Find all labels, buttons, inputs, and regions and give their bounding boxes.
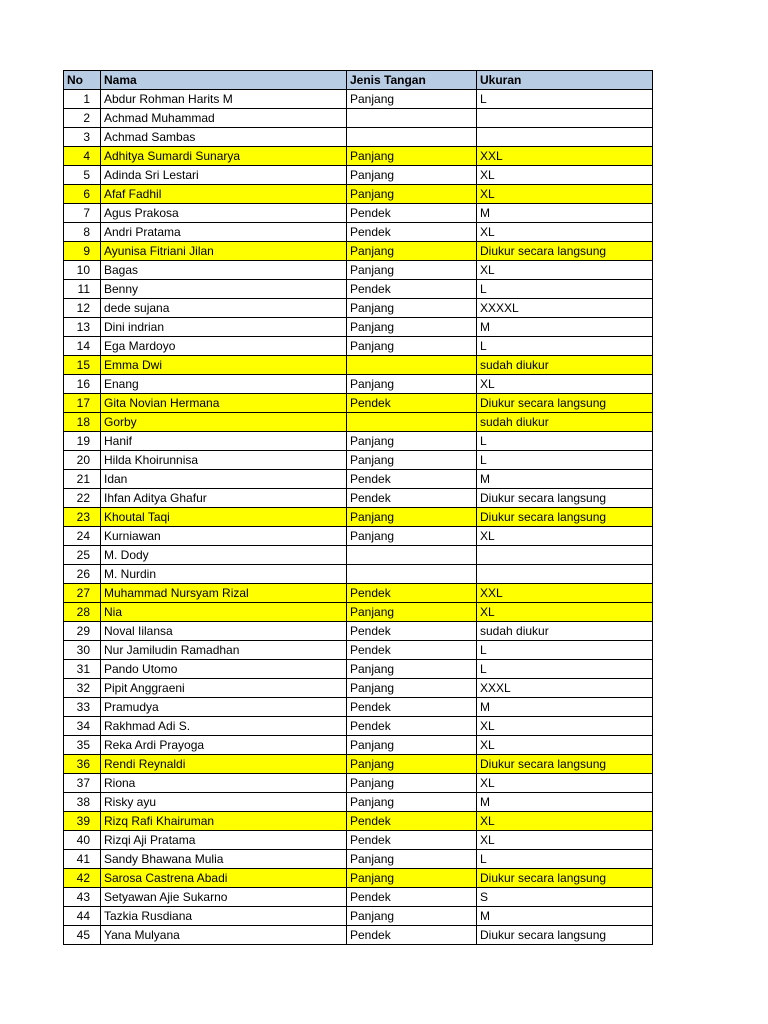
table-row xyxy=(64,242,653,261)
cell-no[interactable]: 29 xyxy=(64,622,101,641)
cell-no[interactable]: 10 xyxy=(64,261,101,280)
cell-nama[interactable]: Bagas xyxy=(101,261,347,280)
cell-no[interactable]: 21 xyxy=(64,470,101,489)
cell-no[interactable]: 24 xyxy=(64,527,101,546)
cell-jenis-tangan[interactable]: Panjang xyxy=(347,907,477,926)
cell-nama[interactable]: Yana Mulyana xyxy=(101,926,347,945)
cell-no[interactable]: 36 xyxy=(64,755,101,774)
table-row xyxy=(64,546,653,565)
cell-no[interactable]: 25 xyxy=(64,546,101,565)
cell-ukuran[interactable]: Diukur secara langsung xyxy=(477,489,653,508)
cell-no[interactable]: 14 xyxy=(64,337,101,356)
table-row xyxy=(64,375,653,394)
cell-nama[interactable]: M. Dody xyxy=(101,546,347,565)
cell-nama[interactable]: Ayunisa Fitriani Jilan xyxy=(101,242,347,261)
table-row xyxy=(64,90,653,109)
table-row xyxy=(64,223,653,242)
table-row xyxy=(64,432,653,451)
cell-no[interactable]: 9 xyxy=(64,242,101,261)
cell-no[interactable]: 22 xyxy=(64,489,101,508)
cell-jenis-tangan[interactable]: Pendek xyxy=(347,470,477,489)
cell-ukuran[interactable]: Diukur secara langsung xyxy=(477,926,653,945)
cell-jenis-tangan[interactable]: Panjang xyxy=(347,337,477,356)
cell-jenis-tangan[interactable]: Panjang xyxy=(347,603,477,622)
cell-nama[interactable]: Reka Ardi Prayoga xyxy=(101,736,347,755)
cell-nama[interactable]: Muhammad Nursyam Rizal xyxy=(101,584,347,603)
cell-nama[interactable]: Emma Dwi xyxy=(101,356,347,375)
cell-jenis-tangan[interactable]: Panjang xyxy=(347,793,477,812)
cell-ukuran[interactable]: M xyxy=(477,470,653,489)
cell-no[interactable]: 26 xyxy=(64,565,101,584)
cell-jenis-tangan[interactable]: Panjang xyxy=(347,850,477,869)
cell-jenis-tangan[interactable] xyxy=(347,128,477,147)
cell-ukuran[interactable]: Diukur secara langsung xyxy=(477,869,653,888)
cell-nama[interactable]: Gita Novian Hermana xyxy=(101,394,347,413)
cell-ukuran[interactable]: L xyxy=(477,280,653,299)
cell-jenis-tangan[interactable]: Panjang xyxy=(347,166,477,185)
cell-nama[interactable]: Pramudya xyxy=(101,698,347,717)
cell-ukuran[interactable]: XXL xyxy=(477,147,653,166)
table-row xyxy=(64,413,653,432)
cell-jenis-tangan[interactable]: Pendek xyxy=(347,622,477,641)
table-row xyxy=(64,698,653,717)
cell-no[interactable]: 6 xyxy=(64,185,101,204)
table-body xyxy=(64,90,653,945)
cell-ukuran[interactable]: XXL xyxy=(477,584,653,603)
table-row xyxy=(64,850,653,869)
cell-nama[interactable]: Nia xyxy=(101,603,347,622)
cell-ukuran[interactable]: Diukur secara langsung xyxy=(477,508,653,527)
cell-nama[interactable]: Achmad Muhammad xyxy=(101,109,347,128)
cell-nama[interactable]: Gorby xyxy=(101,413,347,432)
cell-no[interactable]: 35 xyxy=(64,736,101,755)
cell-jenis-tangan[interactable]: Pendek xyxy=(347,831,477,850)
cell-ukuran[interactable]: sudah diukur xyxy=(477,356,653,375)
table-row xyxy=(64,641,653,660)
cell-no[interactable]: 13 xyxy=(64,318,101,337)
cell-nama[interactable]: Sandy Bhawana Mulia xyxy=(101,850,347,869)
cell-jenis-tangan[interactable]: Panjang xyxy=(347,242,477,261)
table-row xyxy=(64,926,653,945)
cell-jenis-tangan[interactable]: Pendek xyxy=(347,394,477,413)
cell-no[interactable]: 3 xyxy=(64,128,101,147)
cell-ukuran[interactable]: S xyxy=(477,888,653,907)
table-row xyxy=(64,622,653,641)
cell-ukuran[interactable]: XL xyxy=(477,717,653,736)
cell-jenis-tangan[interactable]: Panjang xyxy=(347,755,477,774)
header-jenis-tangan[interactable]: Jenis Tangan xyxy=(347,71,477,90)
cell-ukuran[interactable]: sudah diukur xyxy=(477,413,653,432)
cell-no[interactable]: 23 xyxy=(64,508,101,527)
table-row xyxy=(64,261,653,280)
cell-no[interactable]: 38 xyxy=(64,793,101,812)
table-row xyxy=(64,603,653,622)
cell-no[interactable]: 11 xyxy=(64,280,101,299)
cell-jenis-tangan[interactable]: Panjang xyxy=(347,527,477,546)
cell-no[interactable]: 1 xyxy=(64,90,101,109)
table-row xyxy=(64,831,653,850)
table-row xyxy=(64,337,653,356)
cell-ukuran[interactable]: XL xyxy=(477,185,653,204)
table-row xyxy=(64,185,653,204)
cell-nama[interactable]: Adinda Sri Lestari xyxy=(101,166,347,185)
cell-nama[interactable]: Agus Prakosa xyxy=(101,204,347,223)
cell-nama[interactable]: Tazkia Rusdiana xyxy=(101,907,347,926)
cell-ukuran[interactable]: XL xyxy=(477,166,653,185)
cell-ukuran[interactable]: XL xyxy=(477,774,653,793)
cell-no[interactable]: 30 xyxy=(64,641,101,660)
table-row xyxy=(64,451,653,470)
cell-no[interactable]: 32 xyxy=(64,679,101,698)
size-table xyxy=(63,70,653,945)
cell-nama[interactable]: Enang xyxy=(101,375,347,394)
cell-no[interactable]: 12 xyxy=(64,299,101,318)
cell-nama[interactable]: Achmad Sambas xyxy=(101,128,347,147)
cell-nama[interactable]: Afaf Fadhil xyxy=(101,185,347,204)
table-row xyxy=(64,774,653,793)
table-row xyxy=(64,318,653,337)
cell-nama[interactable]: Rizqi Aji Pratama xyxy=(101,831,347,850)
cell-nama[interactable]: Benny xyxy=(101,280,347,299)
table-row xyxy=(64,584,653,603)
cell-ukuran[interactable]: XL xyxy=(477,812,653,831)
cell-jenis-tangan[interactable]: Pendek xyxy=(347,812,477,831)
cell-jenis-tangan[interactable]: Panjang xyxy=(347,679,477,698)
table-row xyxy=(64,565,653,584)
cell-jenis-tangan[interactable]: Pendek xyxy=(347,223,477,242)
cell-nama[interactable]: Ihfan Aditya Ghafur xyxy=(101,489,347,508)
table-row xyxy=(64,166,653,185)
cell-ukuran[interactable]: M xyxy=(477,698,653,717)
table-row xyxy=(64,128,653,147)
cell-jenis-tangan[interactable]: Pendek xyxy=(347,204,477,223)
cell-jenis-tangan[interactable] xyxy=(347,413,477,432)
table-row xyxy=(64,717,653,736)
cell-ukuran[interactable]: Diukur secara langsung xyxy=(477,242,653,261)
table-row xyxy=(64,527,653,546)
cell-jenis-tangan[interactable]: Panjang xyxy=(347,774,477,793)
cell-jenis-tangan[interactable]: Pendek xyxy=(347,489,477,508)
cell-jenis-tangan[interactable] xyxy=(347,546,477,565)
cell-jenis-tangan[interactable]: Pendek xyxy=(347,717,477,736)
cell-no[interactable]: 40 xyxy=(64,831,101,850)
cell-no[interactable]: 45 xyxy=(64,926,101,945)
cell-jenis-tangan[interactable]: Panjang xyxy=(347,147,477,166)
cell-nama[interactable]: Kurniawan xyxy=(101,527,347,546)
cell-no[interactable]: 34 xyxy=(64,717,101,736)
table-row xyxy=(64,736,653,755)
table-row xyxy=(64,109,653,128)
cell-ukuran[interactable]: Diukur secara langsung xyxy=(477,394,653,413)
cell-ukuran[interactable]: L xyxy=(477,432,653,451)
cell-nama[interactable]: Risky ayu xyxy=(101,793,347,812)
cell-jenis-tangan[interactable]: Panjang xyxy=(347,375,477,394)
cell-jenis-tangan[interactable]: Pendek xyxy=(347,888,477,907)
cell-jenis-tangan[interactable]: Pendek xyxy=(347,641,477,660)
cell-no[interactable]: 15 xyxy=(64,356,101,375)
cell-no[interactable]: 20 xyxy=(64,451,101,470)
cell-ukuran[interactable]: L xyxy=(477,90,653,109)
cell-no[interactable]: 37 xyxy=(64,774,101,793)
table-row xyxy=(64,204,653,223)
cell-ukuran[interactable] xyxy=(477,109,653,128)
cell-no[interactable]: 19 xyxy=(64,432,101,451)
header-ukuran[interactable]: Ukuran xyxy=(477,71,653,90)
cell-no[interactable]: 44 xyxy=(64,907,101,926)
cell-ukuran[interactable]: L xyxy=(477,451,653,470)
cell-ukuran[interactable]: XL xyxy=(477,527,653,546)
cell-nama[interactable]: Ega Mardoyo xyxy=(101,337,347,356)
table-row xyxy=(64,356,653,375)
cell-jenis-tangan[interactable] xyxy=(347,109,477,128)
cell-no[interactable]: 41 xyxy=(64,850,101,869)
cell-ukuran[interactable] xyxy=(477,546,653,565)
cell-no[interactable]: 42 xyxy=(64,869,101,888)
cell-jenis-tangan[interactable]: Pendek xyxy=(347,584,477,603)
cell-no[interactable]: 16 xyxy=(64,375,101,394)
cell-nama[interactable]: Adhitya Sumardi Sunarya xyxy=(101,147,347,166)
table-row xyxy=(64,147,653,166)
cell-jenis-tangan[interactable]: Panjang xyxy=(347,736,477,755)
table-row xyxy=(64,869,653,888)
cell-ukuran[interactable]: M xyxy=(477,793,653,812)
cell-no[interactable]: 5 xyxy=(64,166,101,185)
cell-ukuran[interactable]: XL xyxy=(477,375,653,394)
cell-nama[interactable]: Pando Utomo xyxy=(101,660,347,679)
table-row xyxy=(64,755,653,774)
cell-nama[interactable]: Rendi Reynaldi xyxy=(101,755,347,774)
cell-ukuran[interactable]: L xyxy=(477,660,653,679)
cell-jenis-tangan[interactable]: Panjang xyxy=(347,318,477,337)
cell-no[interactable]: 18 xyxy=(64,413,101,432)
cell-no[interactable]: 7 xyxy=(64,204,101,223)
header-row xyxy=(64,71,653,90)
table-row xyxy=(64,793,653,812)
cell-ukuran[interactable]: XL xyxy=(477,831,653,850)
cell-jenis-tangan[interactable] xyxy=(347,565,477,584)
cell-ukuran[interactable]: M xyxy=(477,907,653,926)
header-no[interactable]: No xyxy=(64,71,101,90)
cell-ukuran[interactable]: XL xyxy=(477,261,653,280)
table-row xyxy=(64,660,653,679)
cell-nama[interactable]: Hilda Khoirunnisa xyxy=(101,451,347,470)
cell-no[interactable]: 27 xyxy=(64,584,101,603)
table-row xyxy=(64,394,653,413)
table-row xyxy=(64,679,653,698)
table-row xyxy=(64,280,653,299)
cell-nama[interactable]: Nur Jamiludin Ramadhan xyxy=(101,641,347,660)
cell-jenis-tangan[interactable]: Panjang xyxy=(347,432,477,451)
cell-ukuran[interactable]: XL xyxy=(477,223,653,242)
cell-ukuran[interactable] xyxy=(477,565,653,584)
cell-jenis-tangan[interactable]: Pendek xyxy=(347,926,477,945)
table-row xyxy=(64,470,653,489)
cell-nama[interactable]: M. Nurdin xyxy=(101,565,347,584)
cell-ukuran[interactable]: M xyxy=(477,318,653,337)
cell-nama[interactable]: Rizq Rafi Khairuman xyxy=(101,812,347,831)
cell-no[interactable]: 31 xyxy=(64,660,101,679)
cell-nama[interactable]: Sarosa Castrena Abadi xyxy=(101,869,347,888)
cell-no[interactable]: 33 xyxy=(64,698,101,717)
cell-jenis-tangan[interactable] xyxy=(347,356,477,375)
cell-no[interactable]: 4 xyxy=(64,147,101,166)
cell-ukuran[interactable]: L xyxy=(477,850,653,869)
cell-ukuran[interactable]: XXXXL xyxy=(477,299,653,318)
cell-ukuran[interactable]: Diukur secara langsung xyxy=(477,755,653,774)
cell-jenis-tangan[interactable]: Panjang xyxy=(347,261,477,280)
cell-nama[interactable]: Hanif xyxy=(101,432,347,451)
table-row xyxy=(64,888,653,907)
cell-jenis-tangan[interactable]: Panjang xyxy=(347,90,477,109)
cell-nama[interactable]: Rakhmad Adi S. xyxy=(101,717,347,736)
cell-jenis-tangan[interactable]: Panjang xyxy=(347,660,477,679)
cell-nama[interactable]: Abdur Rohman Harits M xyxy=(101,90,347,109)
table-row xyxy=(64,299,653,318)
cell-jenis-tangan[interactable]: Panjang xyxy=(347,185,477,204)
cell-ukuran[interactable]: sudah diukur xyxy=(477,622,653,641)
table-row xyxy=(64,508,653,527)
cell-nama[interactable]: Pipit Anggraeni xyxy=(101,679,347,698)
cell-no[interactable]: 17 xyxy=(64,394,101,413)
cell-ukuran[interactable]: M xyxy=(477,204,653,223)
cell-nama[interactable]: Noval Iilansa xyxy=(101,622,347,641)
cell-nama[interactable]: Setyawan Ajie Sukarno xyxy=(101,888,347,907)
cell-nama[interactable]: Andri Pratama xyxy=(101,223,347,242)
cell-nama[interactable]: Dini indrian xyxy=(101,318,347,337)
table-row xyxy=(64,812,653,831)
cell-ukuran[interactable]: L xyxy=(477,641,653,660)
table-row xyxy=(64,907,653,926)
cell-nama[interactable]: Khoutal Taqi xyxy=(101,508,347,527)
cell-ukuran[interactable]: XL xyxy=(477,603,653,622)
spreadsheet xyxy=(63,70,653,945)
cell-no[interactable]: 39 xyxy=(64,812,101,831)
cell-jenis-tangan[interactable]: Pendek xyxy=(347,280,477,299)
cell-ukuran[interactable]: XL xyxy=(477,736,653,755)
table-row xyxy=(64,489,653,508)
cell-no[interactable]: 28 xyxy=(64,603,101,622)
header-nama[interactable]: Nama xyxy=(101,71,347,90)
cell-no[interactable]: 2 xyxy=(64,109,101,128)
cell-no[interactable]: 8 xyxy=(64,223,101,242)
cell-no[interactable]: 43 xyxy=(64,888,101,907)
cell-nama[interactable]: dede sujana xyxy=(101,299,347,318)
cell-nama[interactable]: Idan xyxy=(101,470,347,489)
cell-jenis-tangan[interactable]: Panjang xyxy=(347,869,477,888)
cell-jenis-tangan[interactable]: Panjang xyxy=(347,451,477,470)
cell-nama[interactable]: Riona xyxy=(101,774,347,793)
cell-jenis-tangan[interactable]: Pendek xyxy=(347,698,477,717)
cell-ukuran[interactable]: XXXL xyxy=(477,679,653,698)
cell-jenis-tangan[interactable]: Panjang xyxy=(347,508,477,527)
cell-ukuran[interactable]: L xyxy=(477,337,653,356)
cell-jenis-tangan[interactable]: Panjang xyxy=(347,299,477,318)
cell-ukuran[interactable] xyxy=(477,128,653,147)
